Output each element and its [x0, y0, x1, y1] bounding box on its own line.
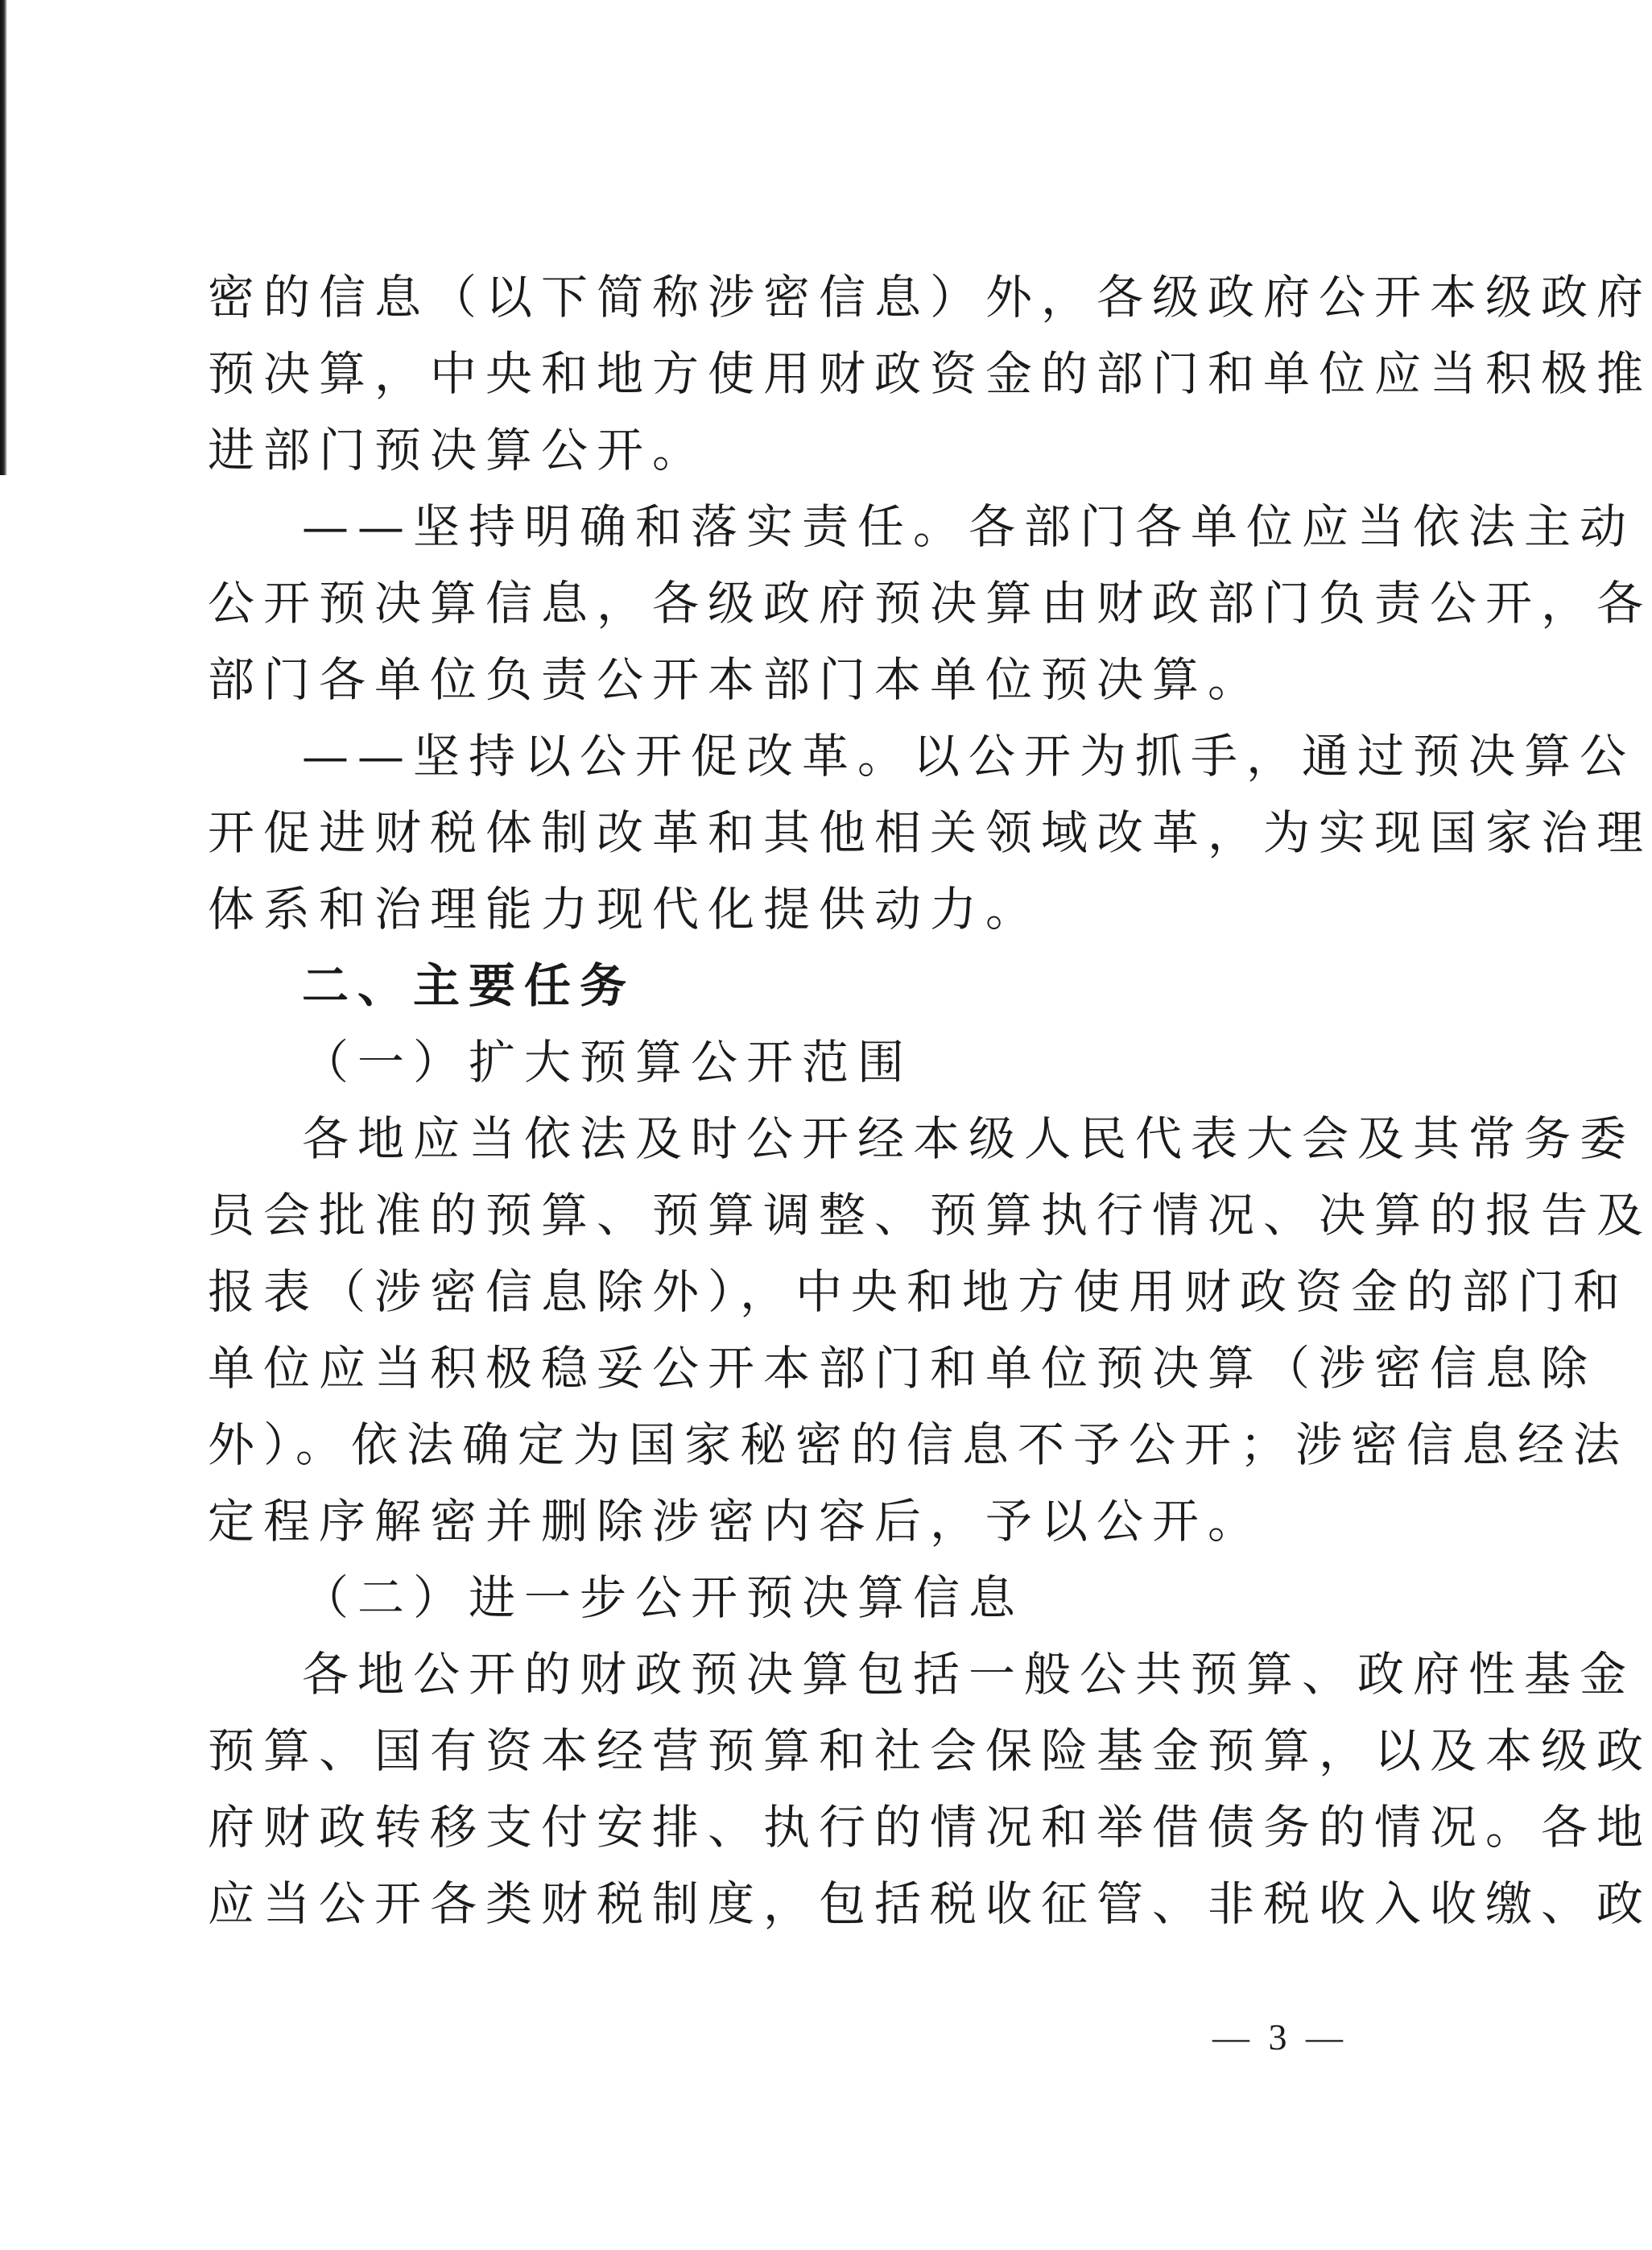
- scan-edge-mark: [0, 0, 7, 475]
- body-line: 府财政转移支付安排、执行的情况和举借债务的情况。各地: [208, 1800, 1652, 1855]
- body-line: 各地公开的财政预决算包括一般公共预算、政府性基金: [302, 1647, 1636, 1702]
- body-line: 应当公开各类财税制度，包括税收征管、非税收入收缴、政: [208, 1876, 1652, 1931]
- body-line: 单位应当积极稳妥公开本部门和单位预决算（涉密信息除: [208, 1341, 1597, 1396]
- body-line: 公开预决算信息，各级政府预决算由财政部门负责公开，各: [208, 576, 1652, 631]
- document-body: [208, 259, 1652, 1942]
- body-line: 预决算，中央和地方使用财政资金的部门和单位应当积极推: [208, 346, 1652, 401]
- principle-line: ——坚持明确和落实责任。各部门各单位应当依法主动: [302, 499, 1636, 554]
- page-number: — 3 —: [1212, 2016, 1348, 2058]
- body-line: 员会批准的预算、预算调整、预算执行情况、决算的报告及: [208, 1188, 1652, 1243]
- subsection-heading: （一）扩大预算公开范围: [302, 1035, 914, 1090]
- body-line: 开促进财税体制改革和其他相关领域改革，为实现国家治理: [208, 805, 1652, 860]
- body-line: 定程序解密并删除涉密内容后，予以公开。: [208, 1494, 1264, 1549]
- body-line: 密的信息（以下简称涉密信息）外，各级政府公开本级政府: [208, 270, 1652, 325]
- subsection-heading: （二）进一步公开预决算信息: [302, 1570, 1025, 1625]
- body-line: 体系和治理能力现代化提供动力。: [208, 882, 1042, 937]
- body-line: 外）。依法确定为国家秘密的信息不予公开；涉密信息经法: [208, 1417, 1629, 1472]
- body-line: 报表（涉密信息除外），中央和地方使用财政资金的部门和: [208, 1264, 1629, 1319]
- body-line: 进部门预决算公开。: [208, 423, 708, 478]
- body-line: 预算、国有资本经营预算和社会保险基金预算，以及本级政: [208, 1723, 1652, 1778]
- body-line: 部门各单位负责公开本部门本单位预决算。: [208, 652, 1264, 707]
- body-line: 各地应当依法及时公开经本级人民代表大会及其常务委: [302, 1111, 1636, 1166]
- principle-line: ——坚持以公开促改革。以公开为抓手，通过预决算公: [302, 729, 1636, 784]
- section-heading: 二、主要任务: [302, 958, 636, 1013]
